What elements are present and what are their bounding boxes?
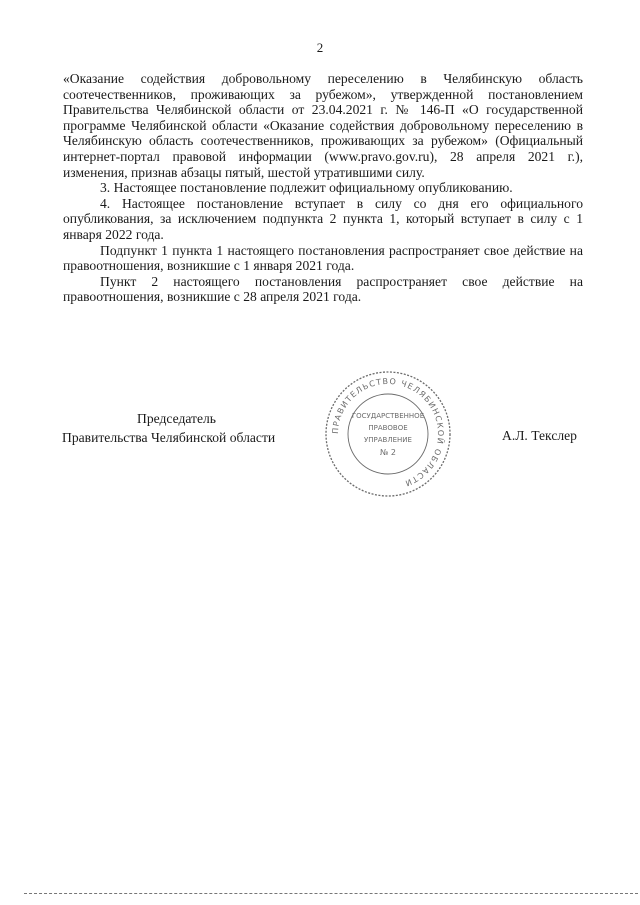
paragraph-subpoint-1: Подпункт 1 пункта 1 настоящего постановления распространяет свое действие на правоотношения, возникшие с 1 января 2021 года. xyxy=(63,242,583,274)
signature-title-block xyxy=(62,409,275,447)
page-number: 2 xyxy=(316,40,324,55)
signatory-position-line2: Правительства Челябинской области xyxy=(62,430,276,445)
seal-ring-text: ПРАВИТЕЛЬСТВО ЧЕЛЯБИНСКОЙ ОБЛАСТИ xyxy=(330,376,446,489)
seal-center-line2: ПРАВОВОЕ xyxy=(368,424,408,432)
seal-inner-ring xyxy=(348,394,428,474)
seal-center-line1: ГОСУДАРСТВЕННОЕ xyxy=(351,412,425,420)
signatory-position-line1: Председатель xyxy=(137,411,216,426)
seal-center-line3: УПРАВЛЕНИЕ xyxy=(364,436,412,444)
paragraph-item-3: 3. Настоящее постановление подлежит официальному опубликованию. xyxy=(100,180,513,196)
seal-outer-ring xyxy=(326,372,450,496)
document-body xyxy=(63,71,583,305)
paragraph-continuation: «Оказание содействия добровольному переселению в Челябинскую область соотечественников, проживающих за рубежом», утвержденной постановлением Правительства Челябинской области от 23.04.2021 г. № 146-П «О государственной программе Челябинской области «Оказание содействия добровольному переселению в Челябинскую область соотечественников, проживающих за рубежом» (Официальный интернет-портал правовой информации (www.pravo.gov.ru), 28 апреля 2021 г.), изменения, признав абзацы пятый, шестой утратившими силу. xyxy=(63,71,583,180)
seal-center-line4: № 2 xyxy=(380,448,396,457)
paragraph-item-4: 4. Настоящее постановление вступает в силу со дня его официального опубликования, за исключением подпункта 2 пункта 1, который вступает в силу с 1 января 2022 года. xyxy=(63,195,583,242)
official-seal xyxy=(322,368,454,500)
paragraph-point-2: Пункт 2 настоящего постановления распространяет свое действие на правоотношения, возникшие с 28 апреля 2021 года. xyxy=(63,273,583,305)
page-bottom-rule xyxy=(24,893,638,894)
signatory-name: А.Л. Текслер xyxy=(502,428,577,443)
